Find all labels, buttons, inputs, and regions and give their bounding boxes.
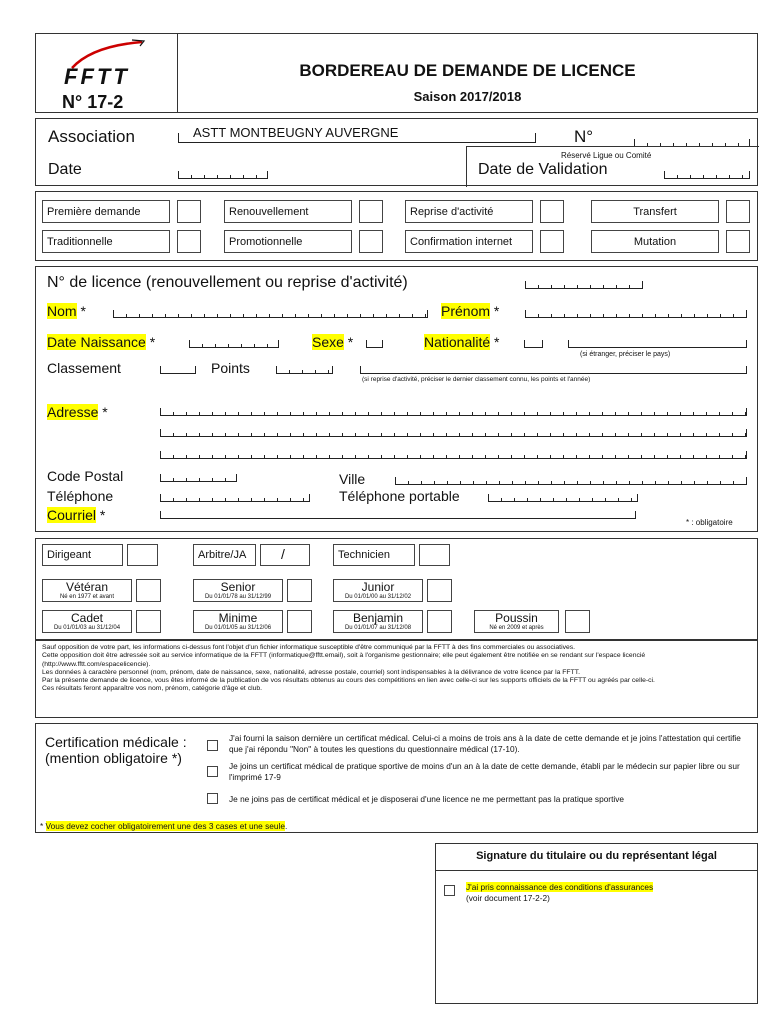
prenom-field[interactable]: [525, 310, 747, 318]
code-postal-field[interactable]: [160, 474, 237, 482]
nom-label: [47, 303, 86, 319]
licence-number-label: N° de licence (renouvellement ou reprise d'activité): [47, 274, 408, 291]
type-transfert-checkbox[interactable]: [726, 200, 750, 223]
medical-option-2-checkbox[interactable]: [207, 766, 218, 777]
classement-field[interactable]: [160, 366, 196, 374]
type-mutation-checkbox[interactable]: [726, 230, 750, 253]
prenom-label-text: Prénom: [441, 303, 491, 319]
medical-note-star: *: [40, 821, 46, 831]
type-reprise-checkbox[interactable]: [540, 200, 564, 223]
association-label: Association: [48, 127, 135, 146]
season: Saison 2017/2018: [413, 89, 522, 104]
validation-field[interactable]: [664, 171, 750, 179]
sexe-field[interactable]: [366, 340, 383, 348]
type-mutation: Mutation: [591, 230, 719, 253]
sexe-label: [312, 334, 353, 350]
category-minime-checkbox[interactable]: [287, 610, 312, 633]
category-junior-checkbox[interactable]: [427, 579, 452, 602]
points-label: Points: [211, 360, 250, 376]
legal-paragraph: Ces résultats feront apparaître vos nom, prénom, catégorie d'âge et club.: [42, 685, 263, 693]
category-name: Junior: [361, 580, 395, 594]
naissance-label-text: Date Naissance: [47, 334, 146, 350]
category-range: Du 01/01/07 au 31/12/08: [344, 625, 412, 631]
category-junior: [333, 579, 423, 602]
nationalite-label-text: Nationalité: [424, 334, 491, 350]
reserved-note: Réservé Ligue ou Comité: [561, 151, 652, 160]
telephone-field[interactable]: [160, 494, 310, 502]
association-section: [35, 118, 758, 186]
type-traditionnelle-checkbox[interactable]: [177, 230, 201, 253]
adresse-line-1[interactable]: [160, 408, 747, 416]
legal-paragraph: Par la présente demande de licence, vous êtes informé de la publication de vos résultats obtenus au cours des compétitions en lien avec celle-ci sur les supports officiels de la FFTT ou agréés par celle-ci.: [42, 677, 655, 685]
category-range: Né en 2009 et après: [489, 625, 544, 631]
medical-note-text: Vous devez cocher obligatoirement une des 3 cases et une seule: [45, 821, 285, 831]
medical-option-2: Je joins un certificat médical de pratique sportive de moins d'un an à la date de cette demande, établi par le médecin sur papier libre ou sur l'imprimé 17-9: [229, 761, 740, 782]
role-arbitre-checkbox[interactable]: [260, 544, 310, 566]
courriel-label: [47, 507, 105, 523]
category-senior-checkbox[interactable]: [287, 579, 312, 602]
category-name: Poussin: [495, 611, 538, 625]
type-traditionnelle: Traditionnelle: [42, 230, 170, 253]
type-confirmation-internet: Confirmation internet: [405, 230, 533, 253]
category-name: Vétéran: [65, 580, 109, 594]
etranger-note: (si étranger, préciser le pays): [580, 351, 671, 358]
nationalite-pays-field[interactable]: [568, 340, 747, 348]
signature-title: Signature du titulaire ou du représentant légal: [476, 850, 717, 862]
role-arbitre-slash: /: [281, 546, 285, 562]
category-benjamin-checkbox[interactable]: [427, 610, 452, 633]
adresse-required-star: *: [98, 404, 108, 420]
medical-subtitle: (mention obligatoire *): [45, 750, 182, 766]
category-name: Benjamin: [352, 611, 404, 625]
form-number: N° 17-2: [62, 92, 124, 112]
legal-paragraph: Les données à caractère personnel (nom, prénom, date de naissance, sexe, nationalité, adresse postale, courriel) sont indispensables à la délivrance de votre licence par la FFTT.: [42, 668, 581, 676]
portable-field[interactable]: [488, 494, 638, 502]
logo-text: FFTT: [64, 64, 130, 89]
courriel-required-star: *: [96, 507, 106, 523]
insurance-reference: (voir document 17-2-2): [466, 893, 550, 903]
adresse-label: [47, 404, 108, 420]
legal-paragraph: Cette opposition doit être adressée soit au service informatique de la FFTT (informatique@fftt.email), soit à l'organisme gestionnaire; elle peut également être notifiée en se rendant sur l'espace licencié (http://www.fftt.com/espacelicencie).: [42, 652, 646, 668]
type-premiere-demande-checkbox[interactable]: [177, 200, 201, 223]
ville-field[interactable]: [395, 477, 747, 485]
type-reprise: Reprise d'activité: [405, 200, 533, 223]
sexe-required-star: *: [343, 334, 354, 350]
category-cadet-checkbox[interactable]: [136, 610, 161, 633]
category-range: Du 01/01/78 au 31/12/99: [204, 594, 272, 600]
nationalite-label: [424, 334, 500, 350]
validation-label: Date de Validation: [478, 161, 608, 178]
type-promotionnelle: Promotionnelle: [224, 230, 352, 253]
reprise-field[interactable]: [360, 366, 747, 374]
category-veteran-checkbox[interactable]: [136, 579, 161, 602]
logo-box: [35, 33, 178, 113]
category-poussin-checkbox[interactable]: [565, 610, 590, 633]
category-veteran: [42, 579, 132, 602]
medical-note: [40, 821, 287, 831]
prenom-label: [441, 303, 499, 319]
category-range: Du 01/01/05 au 31/12/06: [204, 625, 272, 631]
nationalite-required-star: *: [490, 334, 500, 350]
sexe-label-text: Sexe: [312, 334, 344, 350]
medical-title: Certification médicale :: [45, 734, 187, 750]
type-premiere-demande: Première demande: [42, 200, 170, 223]
category-range: Du 01/01/03 au 31/12/04: [53, 625, 121, 631]
reprise-note: (si reprise d'activité, préciser le dernier classement connu, les points et l'année): [362, 376, 591, 383]
legal-section: [35, 640, 758, 718]
naissance-field[interactable]: [189, 340, 279, 348]
adresse-line-3[interactable]: [160, 451, 747, 459]
type-confirmation-internet-checkbox[interactable]: [540, 230, 564, 253]
nom-label-text: Nom: [47, 303, 77, 319]
naissance-required-star: *: [145, 334, 156, 350]
obligatoire-note: * : obligatoire: [686, 518, 733, 527]
legal-paragraph: Sauf opposition de votre part, les informations ci-dessus font l'objet d'un fichier informatique susceptible d'être communiqué par la FFTT à des fins commerciales ou associatives.: [42, 644, 576, 651]
adresse-line-2[interactable]: [160, 429, 747, 437]
association-value: ASTT MONTBEUGNY AUVERGNE: [193, 125, 399, 140]
licence-number-field[interactable]: [525, 281, 643, 289]
insurance-checkbox[interactable]: [444, 885, 455, 896]
category-name: Minime: [218, 611, 258, 625]
number-label: N°: [574, 127, 594, 146]
type-transfert: Transfert: [591, 200, 719, 223]
nom-required-star: *: [76, 303, 86, 319]
points-field[interactable]: [276, 366, 333, 374]
type-renouvellement: Renouvellement: [224, 200, 352, 223]
category-senior: [193, 579, 283, 602]
nationalite-code-field[interactable]: [524, 340, 543, 348]
category-name: Senior: [220, 580, 256, 594]
insurance-text: J'ai pris connaissance des conditions d'assurances: [466, 882, 654, 892]
category-minime: [193, 610, 283, 633]
date-label: Date: [48, 161, 82, 178]
category-range: Du 01/01/00 au 31/12/02: [344, 594, 412, 600]
type-promotionnelle-checkbox[interactable]: [359, 230, 383, 253]
role-dirigeant: Dirigeant: [42, 544, 123, 566]
role-arbitre: Arbitre/JA: [193, 544, 256, 566]
role-dirigeant-checkbox[interactable]: [127, 544, 158, 566]
role-technicien: Technicien: [333, 544, 415, 566]
category-benjamin: [333, 610, 423, 633]
medical-option-3: Je ne joins pas de certificat médical et je disposerai d'une licence ne me permettant pas la pratique sportive: [229, 794, 624, 804]
type-renouvellement-checkbox[interactable]: [359, 200, 383, 223]
role-technicien-checkbox[interactable]: [419, 544, 450, 566]
naissance-label: [47, 334, 155, 350]
category-cadet: [42, 610, 132, 633]
medical-option-1: J'ai fourni la saison dernière un certificat médical. Celui-ci a moins de trois ans à la date de cette demande et je joins l'attestation qui certifie que j'ai répondu "Non" à toutes les questions du questionnaire médical (17-10).: [229, 733, 741, 754]
adresse-label-text: Adresse: [47, 404, 99, 420]
telephone-label: Téléphone: [47, 488, 114, 504]
category-range: Né en 1977 et avant: [59, 594, 115, 600]
nom-field[interactable]: [113, 310, 428, 318]
prenom-required-star: *: [490, 303, 500, 319]
medical-note-end: .: [284, 821, 288, 831]
code-postal-label: Code Postal: [47, 468, 124, 484]
courriel-field[interactable]: [160, 511, 636, 519]
category-poussin: [474, 610, 559, 633]
ville-label: Ville: [339, 471, 366, 487]
category-name: Cadet: [70, 611, 104, 625]
classement-label: Classement: [47, 360, 121, 376]
portable-label: Téléphone portable: [339, 488, 460, 504]
date-field[interactable]: [178, 171, 268, 179]
form-title: BORDEREAU DE DEMANDE DE LICENCE: [299, 61, 636, 80]
title-box: [177, 33, 758, 113]
courriel-label-text: Courriel: [47, 507, 97, 523]
medical-option-1-checkbox[interactable]: [207, 740, 218, 751]
medical-option-3-checkbox[interactable]: [207, 793, 218, 804]
